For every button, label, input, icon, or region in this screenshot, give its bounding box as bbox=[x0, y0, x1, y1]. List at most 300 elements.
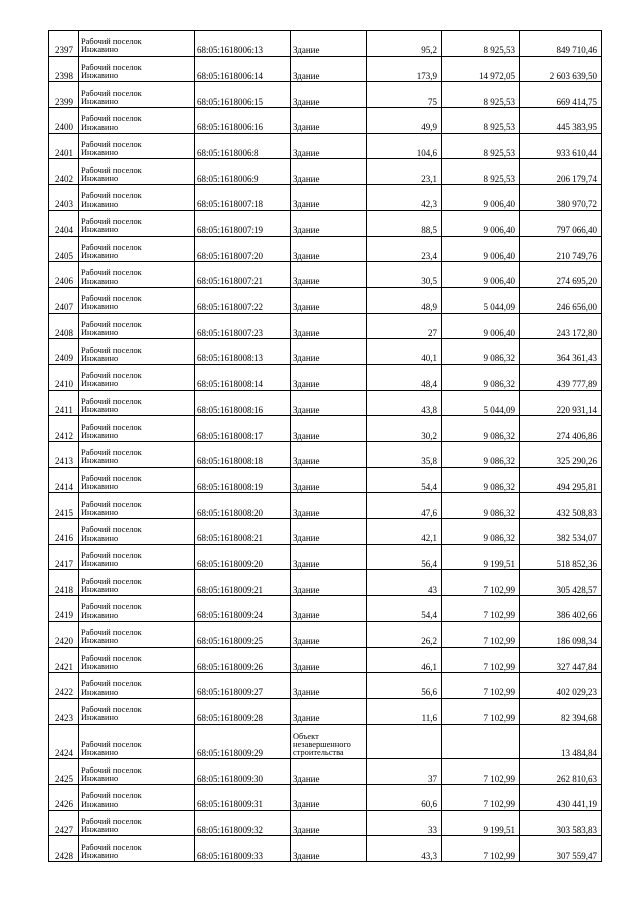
table-row bbox=[49, 31, 602, 57]
area-cell: 88,5 bbox=[367, 210, 442, 236]
location-line: Инжавино bbox=[81, 199, 119, 209]
cadastral-value-cell: 210 749,76 bbox=[520, 236, 602, 262]
cadastral-value-cell: 82 394,68 bbox=[520, 698, 602, 724]
location-cell bbox=[79, 596, 195, 622]
area-cell: 23,4 bbox=[367, 236, 442, 262]
row-number-cell: 2408 bbox=[49, 313, 79, 339]
unit-value-cell: 9 086,32 bbox=[442, 467, 520, 493]
location-cell bbox=[79, 185, 195, 211]
location-line: Инжавино bbox=[81, 825, 119, 835]
location-cell bbox=[79, 236, 195, 262]
location-line: Инжавино bbox=[81, 636, 119, 646]
table-row bbox=[49, 836, 602, 862]
row-number-cell: 2422 bbox=[49, 673, 79, 699]
table-row bbox=[49, 442, 602, 468]
cadastral-value-cell: 402 029,23 bbox=[520, 673, 602, 699]
location-line: Рабочий поселок bbox=[81, 191, 142, 201]
location-line: Инжавино bbox=[81, 328, 119, 338]
row-number-cell: 2410 bbox=[49, 364, 79, 390]
object-type-cell: Здание bbox=[291, 390, 367, 416]
object-type-cell: Здание bbox=[291, 236, 367, 262]
location-line: Рабочий поселок bbox=[81, 842, 142, 852]
location-line: Рабочий поселок bbox=[81, 653, 142, 663]
location-line: Инжавино bbox=[81, 353, 119, 363]
area-cell: 43,3 bbox=[367, 836, 442, 862]
object-type-cell: Здание bbox=[291, 56, 367, 82]
table-row bbox=[49, 570, 602, 596]
location-line: Рабочий поселок bbox=[81, 396, 142, 406]
location-line: Инжавино bbox=[81, 748, 119, 758]
location-cell bbox=[79, 785, 195, 811]
area-cell: 75 bbox=[367, 82, 442, 108]
location-line: Рабочий поселок bbox=[81, 628, 142, 638]
table-row bbox=[49, 390, 602, 416]
cadastral-number-cell: 68:05:1618006:9 bbox=[195, 159, 291, 185]
unit-value-cell: 7 102,99 bbox=[442, 759, 520, 785]
location-line: Рабочий поселок bbox=[81, 37, 142, 47]
cadastral-number-cell: 68:05:1618008:14 bbox=[195, 364, 291, 390]
unit-value-cell: 9 006,40 bbox=[442, 313, 520, 339]
area-cell: 23,1 bbox=[367, 159, 442, 185]
row-number-cell: 2403 bbox=[49, 185, 79, 211]
location-cell bbox=[79, 570, 195, 596]
cadastral-number-cell: 68:05:1618008:16 bbox=[195, 390, 291, 416]
location-cell bbox=[79, 544, 195, 570]
row-number-cell: 2427 bbox=[49, 810, 79, 836]
unit-value-cell: 7 102,99 bbox=[442, 698, 520, 724]
table-row bbox=[49, 724, 602, 759]
location-line: Инжавино bbox=[81, 456, 119, 466]
unit-value-cell: 9 086,32 bbox=[442, 416, 520, 442]
table-row bbox=[49, 759, 602, 785]
object-type-cell: Здание bbox=[291, 621, 367, 647]
cadastral-number-cell: 68:05:1618007:22 bbox=[195, 287, 291, 313]
location-line: Инжавино bbox=[81, 122, 119, 132]
location-line: Инжавино bbox=[81, 302, 119, 312]
location-cell bbox=[79, 159, 195, 185]
location-line: Рабочий поселок bbox=[81, 62, 142, 72]
location-cell bbox=[79, 416, 195, 442]
table-row bbox=[49, 210, 602, 236]
unit-value-cell: 9 086,32 bbox=[442, 364, 520, 390]
object-type-cell: Здание bbox=[291, 570, 367, 596]
cadastral-value-cell: 669 414,75 bbox=[520, 82, 602, 108]
object-type-cell: Здание bbox=[291, 673, 367, 699]
location-cell bbox=[79, 390, 195, 416]
cadastral-number-cell: 68:05:1618006:16 bbox=[195, 108, 291, 134]
table-row bbox=[49, 108, 602, 134]
cadastral-number-cell: 68:05:1618009:24 bbox=[195, 596, 291, 622]
object-type-cell: Здание bbox=[291, 493, 367, 519]
cadastral-number-cell: 68:05:1618009:21 bbox=[195, 570, 291, 596]
unit-value-cell: 7 102,99 bbox=[442, 596, 520, 622]
cadastral-value-cell: 518 852,36 bbox=[520, 544, 602, 570]
table-row bbox=[49, 544, 602, 570]
row-number-cell: 2404 bbox=[49, 210, 79, 236]
object-type-cell: Здание bbox=[291, 82, 367, 108]
cadastral-number-cell: 68:05:1618009:27 bbox=[195, 673, 291, 699]
table-row bbox=[49, 621, 602, 647]
cadastral-number-cell: 68:05:1618009:32 bbox=[195, 810, 291, 836]
object-type-cell: Здание bbox=[291, 313, 367, 339]
location-line: Инжавино bbox=[81, 430, 119, 440]
area-cell: 11,6 bbox=[367, 698, 442, 724]
area-cell: 43,8 bbox=[367, 390, 442, 416]
location-line: Рабочий поселок bbox=[81, 268, 142, 278]
row-number-cell: 2424 bbox=[49, 724, 79, 759]
cadastral-value-cell: 445 383,95 bbox=[520, 108, 602, 134]
object-type-cell: Здание bbox=[291, 133, 367, 159]
table-row bbox=[49, 416, 602, 442]
area-cell: 95,2 bbox=[367, 31, 442, 57]
object-type-cell: Здание bbox=[291, 544, 367, 570]
table-row bbox=[49, 785, 602, 811]
location-cell bbox=[79, 647, 195, 673]
table-row bbox=[49, 810, 602, 836]
location-line: Рабочий поселок bbox=[81, 88, 142, 98]
location-cell bbox=[79, 759, 195, 785]
location-line: Рабочий поселок bbox=[81, 739, 142, 749]
table-row bbox=[49, 673, 602, 699]
area-cell: 27 bbox=[367, 313, 442, 339]
unit-value-cell: 9 086,32 bbox=[442, 519, 520, 545]
location-line: Рабочий поселок bbox=[81, 473, 142, 483]
unit-value-cell: 7 102,99 bbox=[442, 785, 520, 811]
area-cell: 30,2 bbox=[367, 416, 442, 442]
location-cell bbox=[79, 724, 195, 759]
unit-value-cell: 8 925,53 bbox=[442, 82, 520, 108]
location-line: Рабочий поселок bbox=[81, 705, 142, 715]
area-cell bbox=[367, 724, 442, 759]
cadastral-value-cell: 274 406,86 bbox=[520, 416, 602, 442]
location-line: Рабочий поселок bbox=[81, 422, 142, 432]
location-line: Инжавино bbox=[81, 250, 119, 260]
location-line: Инжавино bbox=[81, 405, 119, 415]
row-number-cell: 2412 bbox=[49, 416, 79, 442]
location-line: Рабочий поселок bbox=[81, 551, 142, 561]
location-line: Инжавино bbox=[81, 507, 119, 517]
area-cell: 43 bbox=[367, 570, 442, 596]
row-number-cell: 2426 bbox=[49, 785, 79, 811]
row-number-cell: 2407 bbox=[49, 287, 79, 313]
object-type-cell: Здание bbox=[291, 596, 367, 622]
table-row bbox=[49, 236, 602, 262]
location-line: Рабочий поселок bbox=[81, 817, 142, 827]
location-line: Рабочий поселок bbox=[81, 140, 142, 150]
unit-value-cell: 5 044,09 bbox=[442, 390, 520, 416]
location-line: Рабочий поселок bbox=[81, 114, 142, 124]
object-type-cell: Здание bbox=[291, 364, 367, 390]
area-cell: 48,4 bbox=[367, 364, 442, 390]
location-line: Инжавино bbox=[81, 610, 119, 620]
cadastral-value-cell: 430 441,19 bbox=[520, 785, 602, 811]
cadastral-number-cell: 68:05:1618009:28 bbox=[195, 698, 291, 724]
cadastral-value-table bbox=[48, 30, 602, 862]
cadastral-value-cell: 386 402,66 bbox=[520, 596, 602, 622]
area-cell: 104,6 bbox=[367, 133, 442, 159]
location-cell bbox=[79, 442, 195, 468]
location-cell bbox=[79, 673, 195, 699]
object-type-cell: Здание bbox=[291, 785, 367, 811]
row-number-cell: 2406 bbox=[49, 262, 79, 288]
unit-value-cell: 9 199,51 bbox=[442, 544, 520, 570]
cadastral-value-cell: 243 172,80 bbox=[520, 313, 602, 339]
location-line: Инжавино bbox=[81, 173, 119, 183]
cadastral-number-cell: 68:05:1618009:20 bbox=[195, 544, 291, 570]
row-number-cell: 2415 bbox=[49, 493, 79, 519]
row-number-cell: 2398 bbox=[49, 56, 79, 82]
cadastral-value-cell: 305 428,57 bbox=[520, 570, 602, 596]
location-cell bbox=[79, 108, 195, 134]
cadastral-value-cell: 274 695,20 bbox=[520, 262, 602, 288]
unit-value-cell: 7 102,99 bbox=[442, 621, 520, 647]
location-line: Инжавино bbox=[81, 225, 119, 235]
location-cell bbox=[79, 467, 195, 493]
row-number-cell: 2417 bbox=[49, 544, 79, 570]
location-line: Рабочий поселок bbox=[81, 679, 142, 689]
area-cell: 33 bbox=[367, 810, 442, 836]
location-line: Рабочий поселок bbox=[81, 791, 142, 801]
row-number-cell: 2402 bbox=[49, 159, 79, 185]
table-row bbox=[49, 339, 602, 365]
cadastral-number-cell: 68:05:1618008:17 bbox=[195, 416, 291, 442]
location-cell bbox=[79, 313, 195, 339]
row-number-cell: 2421 bbox=[49, 647, 79, 673]
location-line: Рабочий поселок bbox=[81, 242, 142, 252]
row-number-cell: 2420 bbox=[49, 621, 79, 647]
cadastral-value-cell: 439 777,89 bbox=[520, 364, 602, 390]
row-number-cell: 2416 bbox=[49, 519, 79, 545]
location-cell bbox=[79, 262, 195, 288]
table-row bbox=[49, 519, 602, 545]
area-cell: 54,4 bbox=[367, 596, 442, 622]
location-line: Рабочий поселок bbox=[81, 217, 142, 227]
table-row bbox=[49, 185, 602, 211]
object-type-cell: Здание bbox=[291, 698, 367, 724]
area-cell: 30,5 bbox=[367, 262, 442, 288]
row-number-cell: 2411 bbox=[49, 390, 79, 416]
object-type-cell: Здание bbox=[291, 647, 367, 673]
cadastral-value-cell: 432 508,83 bbox=[520, 493, 602, 519]
location-cell bbox=[79, 493, 195, 519]
cadastral-value-cell: 220 931,14 bbox=[520, 390, 602, 416]
object-type-cell: Здание bbox=[291, 262, 367, 288]
location-cell bbox=[79, 31, 195, 57]
location-cell bbox=[79, 56, 195, 82]
cadastral-value-cell: 307 559,47 bbox=[520, 836, 602, 862]
unit-value-cell: 9 199,51 bbox=[442, 810, 520, 836]
area-cell: 49,9 bbox=[367, 108, 442, 134]
location-line: Рабочий поселок bbox=[81, 165, 142, 175]
area-cell: 40,1 bbox=[367, 339, 442, 365]
location-cell bbox=[79, 698, 195, 724]
object-type-cell: Здание bbox=[291, 442, 367, 468]
location-line: Инжавино bbox=[81, 379, 119, 389]
area-cell: 42,1 bbox=[367, 519, 442, 545]
cadastral-value-cell: 327 447,84 bbox=[520, 647, 602, 673]
cadastral-number-cell: 68:05:1618008:19 bbox=[195, 467, 291, 493]
unit-value-cell: 8 925,53 bbox=[442, 31, 520, 57]
table-row bbox=[49, 82, 602, 108]
unit-value-cell: 9 086,32 bbox=[442, 442, 520, 468]
object-type-cell: Здание bbox=[291, 210, 367, 236]
row-number-cell: 2423 bbox=[49, 698, 79, 724]
location-line: Рабочий поселок bbox=[81, 448, 142, 458]
area-cell: 54,4 bbox=[367, 467, 442, 493]
cadastral-value-cell: 186 098,34 bbox=[520, 621, 602, 647]
location-line: Инжавино bbox=[81, 661, 119, 671]
object-type-cell: Здание bbox=[291, 287, 367, 313]
location-line: Инжавино bbox=[81, 850, 119, 860]
row-number-cell: 2413 bbox=[49, 442, 79, 468]
cadastral-number-cell: 68:05:1618007:20 bbox=[195, 236, 291, 262]
cadastral-value-cell: 933 610,44 bbox=[520, 133, 602, 159]
unit-value-cell bbox=[442, 724, 520, 759]
area-cell: 48,9 bbox=[367, 287, 442, 313]
location-cell bbox=[79, 133, 195, 159]
location-line: Инжавино bbox=[81, 773, 119, 783]
cadastral-number-cell: 68:05:1618007:23 bbox=[195, 313, 291, 339]
unit-value-cell: 5 044,09 bbox=[442, 287, 520, 313]
location-line: Инжавино bbox=[81, 96, 119, 106]
cadastral-number-cell: 68:05:1618006:14 bbox=[195, 56, 291, 82]
cadastral-number-cell: 68:05:1618007:21 bbox=[195, 262, 291, 288]
table-row bbox=[49, 698, 602, 724]
object-type-line: Объект bbox=[293, 731, 319, 741]
cadastral-number-cell: 68:05:1618008:21 bbox=[195, 519, 291, 545]
cadastral-number-cell: 68:05:1618007:19 bbox=[195, 210, 291, 236]
cadastral-value-cell: 797 066,40 bbox=[520, 210, 602, 236]
area-cell: 37 bbox=[367, 759, 442, 785]
row-number-cell: 2405 bbox=[49, 236, 79, 262]
object-type-cell: Здание bbox=[291, 810, 367, 836]
cadastral-number-cell: 68:05:1618007:18 bbox=[195, 185, 291, 211]
table-row bbox=[49, 159, 602, 185]
table-row bbox=[49, 493, 602, 519]
cadastral-number-cell: 68:05:1618009:26 bbox=[195, 647, 291, 673]
unit-value-cell: 9 086,32 bbox=[442, 493, 520, 519]
table-row bbox=[49, 56, 602, 82]
area-cell: 47,6 bbox=[367, 493, 442, 519]
unit-value-cell: 8 925,53 bbox=[442, 133, 520, 159]
object-type-cell bbox=[291, 724, 367, 759]
unit-value-cell: 14 972,05 bbox=[442, 56, 520, 82]
location-line: Инжавино bbox=[81, 559, 119, 569]
cadastral-number-cell: 68:05:1618009:33 bbox=[195, 836, 291, 862]
location-cell bbox=[79, 82, 195, 108]
location-line: Рабочий поселок bbox=[81, 345, 142, 355]
area-cell: 35,8 bbox=[367, 442, 442, 468]
cadastral-number-cell: 68:05:1618006:13 bbox=[195, 31, 291, 57]
location-line: Рабочий поселок bbox=[81, 294, 142, 304]
document-page bbox=[48, 30, 601, 862]
object-type-cell: Здание bbox=[291, 759, 367, 785]
object-type-cell: Здание bbox=[291, 185, 367, 211]
unit-value-cell: 7 102,99 bbox=[442, 647, 520, 673]
location-cell bbox=[79, 339, 195, 365]
area-cell: 173,9 bbox=[367, 56, 442, 82]
unit-value-cell: 9 006,40 bbox=[442, 210, 520, 236]
location-line: Инжавино bbox=[81, 45, 119, 55]
location-line: Инжавино bbox=[81, 687, 119, 697]
location-line: Инжавино bbox=[81, 276, 119, 286]
area-cell: 56,6 bbox=[367, 673, 442, 699]
object-type-line: незавершенного bbox=[293, 739, 351, 749]
cadastral-number-cell: 68:05:1618009:30 bbox=[195, 759, 291, 785]
object-type-cell: Здание bbox=[291, 519, 367, 545]
cadastral-number-cell: 68:05:1618009:25 bbox=[195, 621, 291, 647]
cadastral-value-cell: 262 810,63 bbox=[520, 759, 602, 785]
cadastral-value-cell: 325 290,26 bbox=[520, 442, 602, 468]
location-line: Инжавино bbox=[81, 799, 119, 809]
unit-value-cell: 8 925,53 bbox=[442, 108, 520, 134]
row-number-cell: 2414 bbox=[49, 467, 79, 493]
cadastral-value-cell: 13 484,84 bbox=[520, 724, 602, 759]
location-line: Рабочий поселок bbox=[81, 525, 142, 535]
object-type-cell: Здание bbox=[291, 836, 367, 862]
location-cell bbox=[79, 519, 195, 545]
location-line: Рабочий поселок bbox=[81, 576, 142, 586]
table-row bbox=[49, 133, 602, 159]
table-row bbox=[49, 262, 602, 288]
table-row bbox=[49, 596, 602, 622]
row-number-cell: 2400 bbox=[49, 108, 79, 134]
location-cell bbox=[79, 287, 195, 313]
cadastral-value-cell: 382 534,07 bbox=[520, 519, 602, 545]
area-cell: 42,3 bbox=[367, 185, 442, 211]
location-line: Инжавино bbox=[81, 148, 119, 158]
location-line: Инжавино bbox=[81, 482, 119, 492]
cadastral-number-cell: 68:05:1618006:15 bbox=[195, 82, 291, 108]
object-type-cell: Здание bbox=[291, 416, 367, 442]
row-number-cell: 2399 bbox=[49, 82, 79, 108]
row-number-cell: 2418 bbox=[49, 570, 79, 596]
unit-value-cell: 9 086,32 bbox=[442, 339, 520, 365]
location-cell bbox=[79, 836, 195, 862]
table-row bbox=[49, 364, 602, 390]
row-number-cell: 2397 bbox=[49, 31, 79, 57]
location-cell bbox=[79, 364, 195, 390]
row-number-cell: 2401 bbox=[49, 133, 79, 159]
location-line: Инжавино bbox=[81, 71, 119, 81]
cadastral-value-cell: 246 656,00 bbox=[520, 287, 602, 313]
cadastral-number-cell: 68:05:1618009:29 bbox=[195, 724, 291, 759]
cadastral-value-cell: 494 295,81 bbox=[520, 467, 602, 493]
unit-value-cell: 9 006,40 bbox=[442, 236, 520, 262]
table-row bbox=[49, 467, 602, 493]
row-number-cell: 2425 bbox=[49, 759, 79, 785]
location-line: Инжавино bbox=[81, 533, 119, 543]
row-number-cell: 2409 bbox=[49, 339, 79, 365]
cadastral-value-cell: 2 603 639,50 bbox=[520, 56, 602, 82]
row-number-cell: 2419 bbox=[49, 596, 79, 622]
location-cell bbox=[79, 210, 195, 236]
cadastral-value-cell: 380 970,72 bbox=[520, 185, 602, 211]
object-type-cell: Здание bbox=[291, 108, 367, 134]
cadastral-number-cell: 68:05:1618009:31 bbox=[195, 785, 291, 811]
location-line: Рабочий поселок bbox=[81, 319, 142, 329]
location-line: Рабочий поселок bbox=[81, 765, 142, 775]
location-line: Инжавино bbox=[81, 713, 119, 723]
unit-value-cell: 7 102,99 bbox=[442, 673, 520, 699]
object-type-line: строительства bbox=[293, 748, 344, 758]
area-cell: 56,4 bbox=[367, 544, 442, 570]
row-number-cell: 2428 bbox=[49, 836, 79, 862]
cadastral-value-cell: 364 361,43 bbox=[520, 339, 602, 365]
table-row bbox=[49, 287, 602, 313]
cadastral-value-cell: 849 710,46 bbox=[520, 31, 602, 57]
object-type-cell: Здание bbox=[291, 159, 367, 185]
